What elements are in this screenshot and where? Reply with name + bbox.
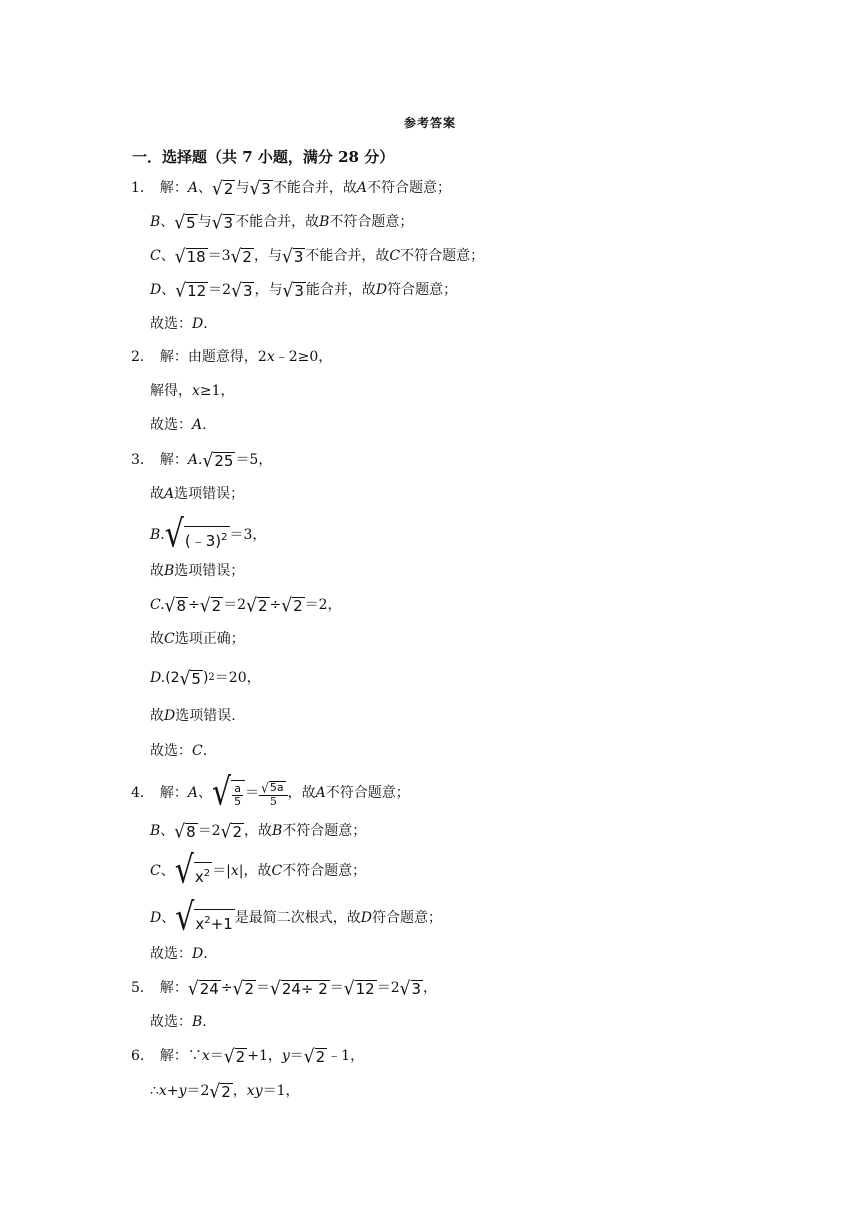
radical: √ 2 (232, 978, 254, 1000)
radical: √ 12 (343, 978, 375, 1000)
q1-line-5: 故选： D . (150, 316, 208, 332)
radical: √ 2 (220, 821, 242, 843)
q5-line-1: 5． 解： √ 24 ÷ √ 2 ＝ √ 24÷ 2 ＝ √ 12 ＝2 √ 3 ， (131, 978, 438, 1000)
question-number: 1． (131, 180, 154, 196)
q2-line-2: 解得， x ≥1， (150, 383, 235, 399)
radical: √ 8 (174, 821, 196, 843)
radical: √ 25 (202, 450, 234, 472)
q3-line-8: 故 D 选项错误. (150, 708, 236, 724)
q3-line-4: 故 B 选项错误； (150, 563, 245, 579)
question-number: 2． (131, 349, 154, 365)
q3-line-3: B. √ (﹣3)$^2$ ＝3， (150, 512, 267, 557)
q4-line-4: D 、 √ $x^2+1$ 是最简二次根式，故 D 符合题意； (150, 895, 442, 940)
section-heading: 一．选择题（共 7 小题，满分 28 分） (132, 148, 395, 166)
radical: √ 24÷ 2 (269, 978, 328, 1000)
radical: √ 2 (230, 246, 252, 268)
radical: √ 5 (179, 668, 201, 690)
question-number: 3． (131, 452, 154, 468)
radical: √ 18 (174, 246, 206, 268)
radical: √ 2 (209, 1081, 231, 1103)
q4-line-3: C 、 √ $x^2$ ＝| x |，故 C 不符合题意； (150, 848, 367, 893)
radical: √ 3 (211, 212, 234, 234)
radical: √ $\frac{a}{5}$ (212, 778, 245, 808)
q1-line-2: B 、 √ 5 与 √ 3 不能合并，故 B 不符合题意； (150, 212, 414, 234)
q1-line-3: C 、 √ 18 ＝3 √ 2 ，与 √ 3 不能合并，故 C 不符合题意； (150, 246, 485, 268)
q4-line-2: B 、 √ 8 ＝2 √ 2 ，故 B 不符合题意； (150, 821, 367, 843)
radical: √ 2 (281, 595, 303, 617)
radical: √ 3 (231, 280, 253, 302)
q3-line-5: C. √ 8 ÷ √ 2 ＝2 √ 2 ÷ √ 2 ＝2， (150, 595, 342, 617)
question-number: 4． (131, 785, 154, 801)
radical: √ 3 (399, 978, 422, 1000)
q6-line-1: 6． 解：∵ x ＝ √ 2 +1， y ＝ √ 2 ﹣1， (131, 1046, 365, 1068)
q6-line-2: ∴ x + y ＝2 √ 2 ， xy ＝1， (150, 1081, 300, 1103)
q1-line-1: 1． 解： A 、 √ 2 与 √ 3 不能合并，故 A 不符合题意； (131, 178, 451, 200)
radical: √ 2 (212, 178, 234, 200)
q3-line-7: D. (2 √ 5 ) 2 ＝20， (150, 668, 261, 690)
radical: √ $x^2$ (174, 848, 211, 893)
radical: √ 8 (164, 595, 187, 617)
radical: √ 2 (303, 1046, 326, 1068)
radical: √ 2 (223, 1046, 246, 1068)
radical: √ 12 (175, 280, 207, 302)
question-number: 6． (131, 1048, 154, 1064)
radical: √ 2 (199, 595, 222, 617)
radical: √ 24 (187, 978, 219, 1000)
q3-line-1: 3． 解： A. √ 25 ＝5， (131, 450, 273, 472)
q4-line-1: 4． 解： A 、 √ $\frac{a}{5}$ ＝ √ 5a 5 ，故 A 不符合题意； (131, 770, 410, 815)
radical: √ $x^2+1$ (175, 895, 233, 940)
page-title: 参考答案 (403, 116, 456, 130)
q5-line-2: 故选： B . (150, 1014, 207, 1030)
q1-line-4: D 、 √ 12 ＝2 √ 3 ，与 √ 3 能合并，故 D 符合题意； (150, 280, 458, 302)
q3-line-9: 故选： C . (150, 743, 208, 759)
q3-line-2: 故 A 选项错误； (150, 486, 245, 502)
q2-line-3: 故选： A . (150, 417, 207, 433)
radical: √ 2 (246, 595, 268, 617)
radical: √ (﹣3)$^2$ (164, 512, 228, 557)
radical: √ 3 (281, 246, 304, 268)
radical: √ 5 (174, 212, 196, 234)
q4-line-5: 故选： D . (150, 946, 208, 962)
question-number: 5． (131, 980, 154, 996)
fraction: √ 5a 5 (259, 779, 287, 808)
radical: √ 3 (282, 280, 304, 302)
q3-line-6: 故 C 选项正确； (150, 631, 245, 647)
radical: √ 3 (249, 178, 271, 200)
q2-line-1: 2． 解：由题意得，2 x ﹣2≥0， (131, 349, 333, 365)
